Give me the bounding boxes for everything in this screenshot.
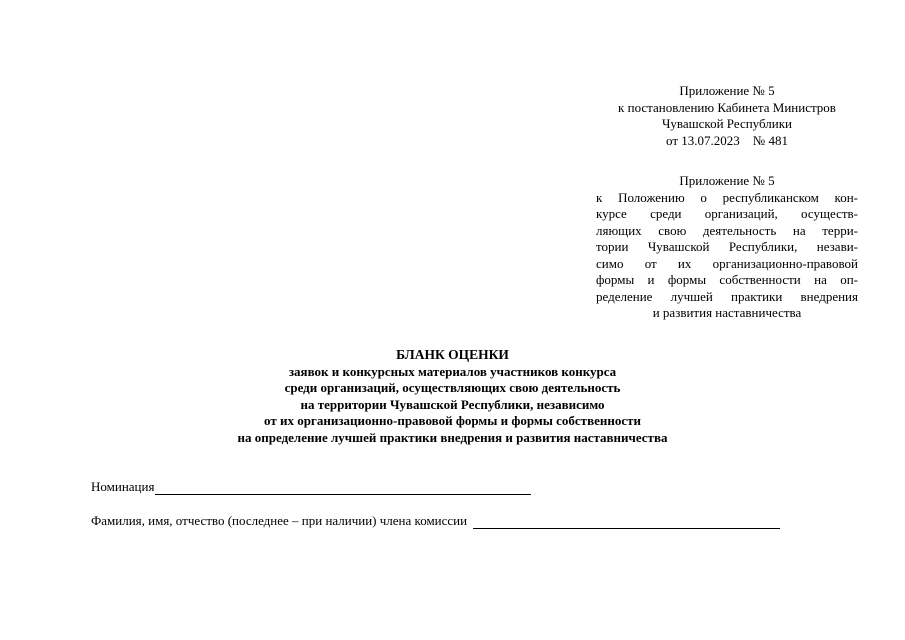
annex-regulation-line: курсе среди организаций, осуществ- <box>596 206 858 221</box>
document-subtitle-line: на территории Чувашской Республики, независимо <box>300 396 605 412</box>
annex-regulation-line: к Положению о республиканском кон- <box>596 189 858 205</box>
nomination-field <box>91 479 531 495</box>
annex-resolution-line: Чувашской Республики <box>661 116 793 131</box>
document-subtitle-line: от их организационно-правовой формы и формы собственности <box>264 413 641 428</box>
document-subtitle-line: заявок и конкурсных материалов участников конкурса <box>288 363 617 379</box>
annex-regulation-line: ределение лучшей практики внедрения <box>596 288 858 304</box>
annex-regulation-block <box>596 173 858 322</box>
annex-regulation-line: и развития наставничества <box>652 305 802 320</box>
annex-regulation-line: формы и формы собственности на оп- <box>596 272 858 287</box>
annex-regulation-heading: Приложение № 5 <box>679 173 775 188</box>
annex-resolution-line: к постановлению Кабинета Министров <box>618 99 836 115</box>
annex-resolution-date: от 13.07.2023 № 481 <box>666 132 788 148</box>
annex-resolution-line: Приложение № 5 <box>679 83 775 98</box>
annex-regulation-line: ляющих свою деятельность на терри- <box>596 222 858 238</box>
document-title-block <box>0 347 905 446</box>
annex-regulation-line: тории Чувашской Республики, незави- <box>596 239 858 254</box>
commission-member-blank-line[interactable] <box>473 516 780 529</box>
document-title: БЛАНК ОЦЕНКИ <box>396 347 509 362</box>
document-subtitle-line: на определение лучшей практики внедрения и развития наставничества <box>237 429 668 445</box>
commission-member-field <box>91 513 780 529</box>
nomination-label: Номинация <box>91 479 155 494</box>
annex-resolution-block <box>596 83 858 149</box>
document-subtitle-line: среди организаций, осуществляющих свою деятельность <box>284 380 621 395</box>
nomination-blank-line[interactable] <box>155 482 531 495</box>
commission-member-label: Фамилия, имя, отчество (последнее – при наличии) члена комиссии <box>91 513 468 528</box>
annex-regulation-line: симо от их организационно-правовой <box>596 255 858 271</box>
